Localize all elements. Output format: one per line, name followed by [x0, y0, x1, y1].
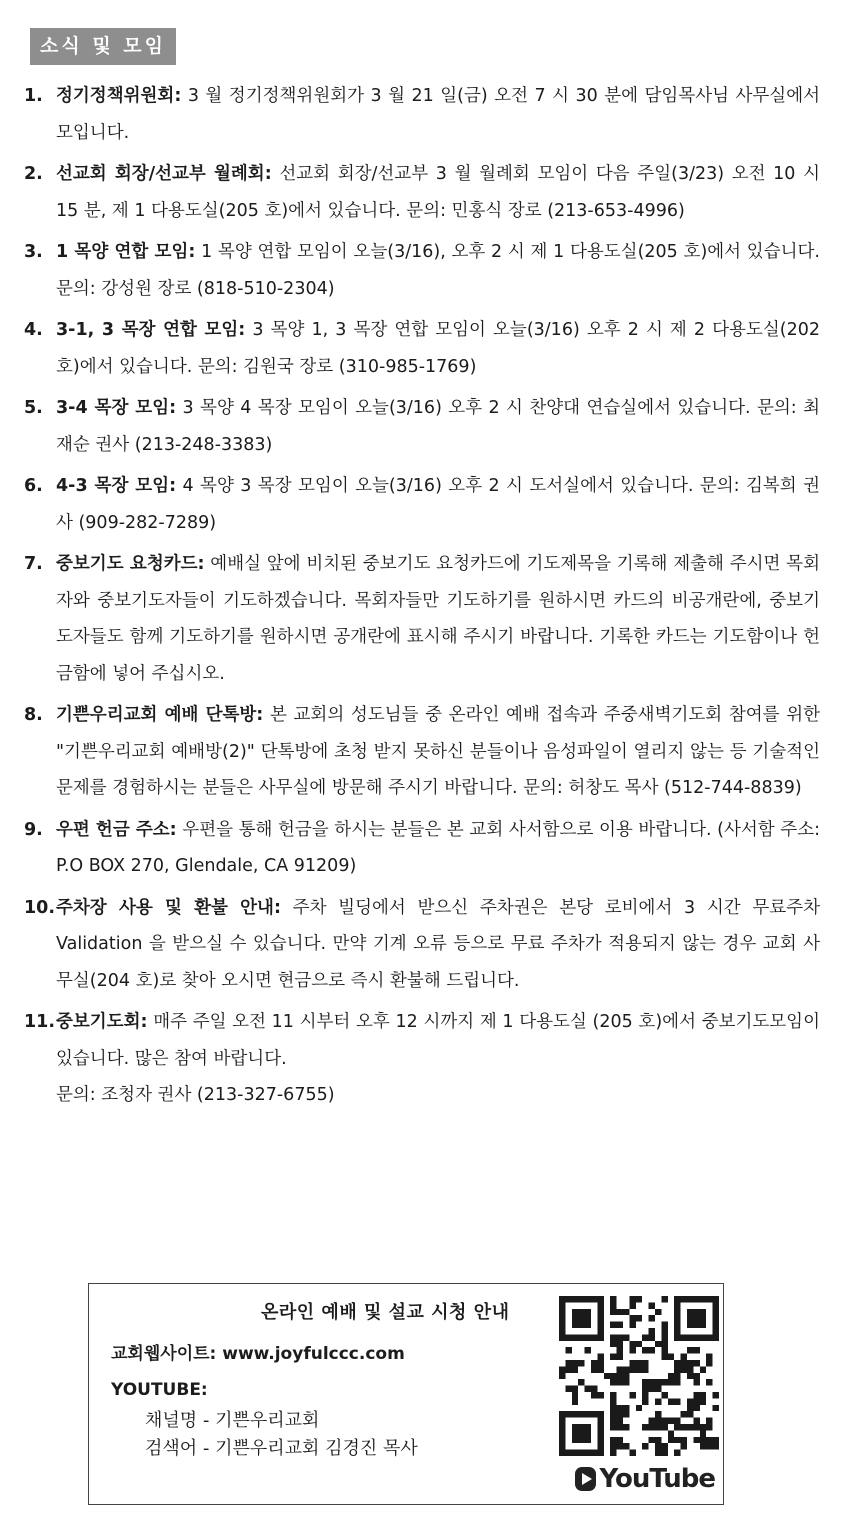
item-heading: 1 목양 연합 모임:: [56, 242, 196, 262]
item-number: 2.: [24, 164, 43, 184]
item-body: [56, 890, 820, 1000]
item-heading: 기쁜우리교회 예배 단톡방:: [56, 705, 264, 725]
item-text: 매주 주일 오전 11 시부터 오후 12 시까지 제 1 다용도실 (205 호)에서 중보기도모임이 있습니다. 많은 참여 바랍니다.: [56, 1012, 820, 1069]
item-body: [56, 312, 820, 385]
item-number: 5.: [24, 398, 43, 418]
item-body: [56, 390, 820, 463]
youtube-logo[interactable]: [575, 1462, 715, 1496]
announcement-item: [24, 390, 820, 463]
item-heading: 정기정책위원회:: [56, 86, 182, 106]
announcement-item: [24, 468, 820, 541]
announcement-item: [24, 312, 820, 385]
announcement-item: [24, 156, 820, 229]
item-number: 6.: [24, 476, 43, 496]
announcement-item: [24, 546, 820, 692]
item-body: [56, 812, 820, 885]
item-body: [56, 234, 820, 307]
online-worship-box: [88, 1283, 724, 1505]
item-number: 3.: [24, 242, 43, 262]
youtube-channel-name: 채널명 - 기쁜우리교회: [145, 1410, 320, 1431]
item-text: 4 목양 3 목장 모임이 오늘(3/16) 오후 2 시 도서실에서 있습니다. 문의: 김복희 권사 (909-282-7289): [56, 476, 820, 533]
item-number: 11.: [24, 1012, 56, 1032]
item-body: [56, 468, 820, 541]
item-number: 7.: [24, 554, 43, 574]
item-text: 3 목양 1, 3 목장 연합 모임이 오늘(3/16) 오후 2 시 제 2 다용도실(202 호)에서 있습니다. 문의: 김원국 장로 (310-985-1769): [56, 320, 820, 377]
item-text: 3 월 정기정책위원회가 3 월 21 일(금) 오전 7 시 30 분에 담임목사님 사무실에서 모입니다.: [56, 86, 820, 143]
youtube-logo-text: YouTube: [599, 1464, 715, 1494]
item-heading: 3-1, 3 목장 연합 모임:: [56, 320, 246, 340]
item-number: 4.: [24, 320, 43, 340]
item-text: 예배실 앞에 비치된 중보기도 요청카드에 기도제목을 기록해 제출해 주시면 목회자와 중보기도자들이 기도하겠습니다. 목회자들만 기도하기를 원하시면 카드의 비공개란에, 중보기도자들도 함께 기도하기를 원하시면 공개란에 표시해 주시기 바랍니다. 기록한 카드는 기도함이나 헌금함에 넣어 주십시오.: [56, 554, 820, 684]
item-heading: 주차장 사용 및 환불 안내:: [56, 897, 281, 918]
item-body: [56, 156, 820, 229]
qr-code-icon[interactable]: [559, 1296, 719, 1456]
item-number: 8.: [24, 705, 43, 725]
youtube-search-term: 검색어 - 기쁜우리교회 김경진 목사: [145, 1438, 418, 1459]
item-heading: 3-4 목장 모임:: [56, 398, 177, 418]
item-text: 본 교회의 성도님들 중 온라인 예배 접속과 주중새벽기도회 참여를 위한 "기쁜우리교회 예배방(2)" 단톡방에 초청 받지 못하신 분들이나 음성파일이 열리지 않는 등 기술적인 문제를 경험하시는 분들은 사무실에 방문해 주시기 바랍니다. 문의: 허창도 목사 (512-744-8839): [56, 705, 821, 798]
announcement-item: [24, 697, 820, 807]
item-text: 우편을 통해 헌금을 하시는 분들은 본 교회 사서함으로 이용 바랍니다. (사서함 주소: P.O BOX 270, Glendale, CA 91209): [56, 819, 820, 876]
item-text: 주차 빌딩에서 받으신 주차권은 본당 로비에서 3 시간 무료주차 Validation 을 받으실 수 있습니다. 만약 기계 오류 등으로 무료 주차가 적용되지 않는 경우 교회 사무실(204 호)로 찾아 오시면 현금으로 즉시 환불해 드립니다.: [56, 897, 821, 991]
item-heading: 선교회 회장/선교부 월례회:: [56, 164, 272, 184]
online-box-title: 온라인 예배 및 설교 시청 안내: [261, 1302, 510, 1323]
item-heading: 우편 헌금 주소:: [56, 819, 177, 840]
item-number: 9.: [24, 819, 43, 840]
item-text: 3 목양 4 목장 모임이 오늘(3/16) 오후 2 시 찬양대 연습실에서 있습니다. 문의: 최재순 권사 (213-248-3383): [56, 398, 821, 455]
announcement-item: [24, 812, 820, 885]
announcement-item: [24, 78, 820, 151]
item-number: 10.: [24, 897, 56, 918]
item-number: 1.: [24, 86, 43, 106]
item-heading: 중보기도회:: [56, 1012, 148, 1032]
youtube-label: YOUTUBE:: [111, 1380, 208, 1400]
announcement-item: [24, 1004, 820, 1114]
item-contact: 문의: 조청자 권사 (213-327-6755): [56, 1085, 335, 1105]
item-body: [56, 1004, 820, 1114]
announcement-item: [24, 890, 820, 1000]
item-text: 1 목양 연합 모임이 오늘(3/16), 오후 2 시 제 1 다용도실(205 호)에서 있습니다. 문의: 강성원 장로 (818-510-2304): [56, 242, 820, 299]
item-body: [56, 697, 820, 807]
item-body: [56, 78, 820, 151]
item-text: 선교회 회장/선교부 3 월 월례회 모임이 다음 주일(3/23) 오전 10 시 15 분, 제 1 다용도실(205 호)에서 있습니다. 문의: 민홍식 장로 (213-653-4996): [56, 164, 820, 221]
item-heading: 4-3 목장 모임:: [56, 476, 177, 496]
section-title: 소식 및 모임: [30, 28, 176, 65]
announcement-item: [24, 234, 820, 307]
youtube-play-icon: [575, 1467, 596, 1491]
announcement-list: [24, 78, 820, 1119]
church-website-link[interactable]: 교회웹사이트: www.joyfulccc.com: [111, 1344, 405, 1364]
item-body: [56, 546, 820, 692]
item-heading: 중보기도 요청카드:: [56, 554, 205, 574]
